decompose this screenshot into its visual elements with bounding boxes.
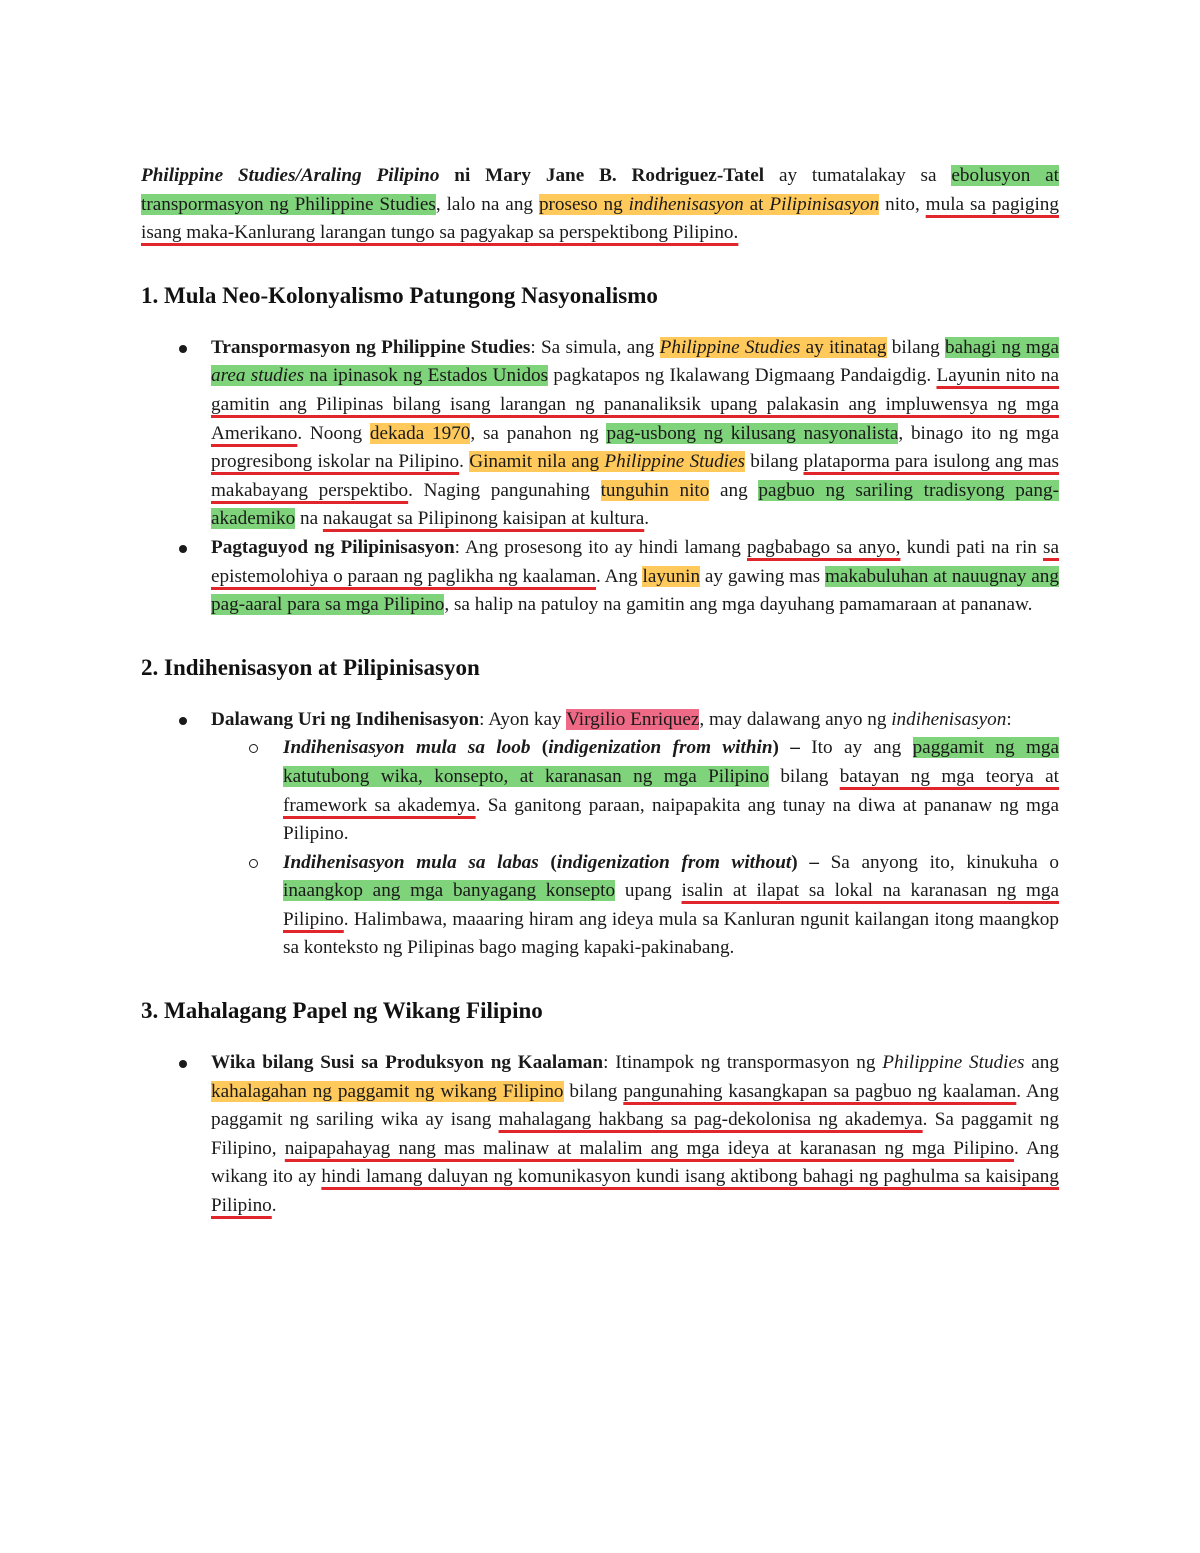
list-item: Dalawang Uri ng Indihenisasyon: Ayon kay Virgilio Enriquez, may dalawang anyo ng indihenisasyon: Indihenisasyon mula sa loob (indigenization from within) – Ito ay ang paggamit ng mga katutubong wika, konsepto, at karanasan ng mga Pilipino bilang batayan ng mga teorya at framework sa akademya. Sa ganitong paraan, naipapakita ang tunay na diwa at pananaw ng mga Pilipino. Indihenisasyon mula sa labas (indigenization from without) – Sa anyong ito, kinukuha o inaangkop ang mga banyagang konsepto upang isalin at ilapat sa lokal na karanasan ng mga Pilipino. Halimbawa, maaaring hiram ang ideya mula sa Kanluran ngunit kailangan itong maangkop sa konteksto ng Pilipinas bago maging kapaki-pakinabang. — [211, 706, 1059, 963]
section-heading-2: 2. Indihenisasyon at Pilipinisasyon — [141, 654, 480, 680]
highlight-pink: Virgilio Enriquez — [566, 708, 700, 730]
list-item: Pagtaguyod ng Pilipinisasyon: Ang prosesong ito ay hindi lamang pagbabago sa anyo, kundi pati na rin sa epistemolohiya o paraan ng paglikha ng kaalaman. Ang layunin ay gawing mas makabuluhan at nauugnay ang pag-aaral para sa mga Pilipino, sa halip na patuloy na gamitin ang mga dayuhang pamamaraan at pananaw. — [211, 534, 1059, 620]
intro-paragraph: Philippine Studies/Araling Pilipino ni Mary Jane B. Rodriguez-Tatel ay tumatalakay sa ebolusyon at transpormasyon ng Philippine Studies, lalo na ang proseso ng indihenisasyon at Pilipinisasyon nito, mula sa pagiging isang maka-Kanlurang larangan tungo sa pagyakap sa perspektibong Pilipino. — [141, 165, 1059, 244]
highlight-yellow: dekada 1970 — [369, 422, 471, 444]
section-heading-1: 1. Mula Neo-Kolonyalismo Patungong Nasyonalismo — [141, 282, 658, 308]
highlight-green: bahagi ng mga area studies na ipinasok ng Estados Unidos — [211, 336, 1059, 387]
section-1-list — [141, 334, 1059, 620]
underlined-text: pangunahing kasangkapan sa pagbuo ng kaalaman — [623, 1080, 1017, 1102]
work-title: Philippine Studies/Araling Pilipino — [141, 165, 440, 186]
underlined-text: mahalagang hakbang sa pag-dekolonisa ng akademya — [498, 1109, 923, 1131]
sub-list-item: Indihenisasyon mula sa loob (indigenization from within) – Ito ay ang paggamit ng mga katutubong wika, konsepto, at karanasan ng mga Pilipino bilang batayan ng mga teorya at framework sa akademya. Sa ganitong paraan, naipapakita ang tunay na diwa at pananaw ng mga Pilipino. — [283, 734, 1059, 848]
list-item: Transpormasyon ng Philippine Studies: Sa simula, ang Philippine Studies ay itinatag bilang bahagi ng mga area studies na ipinasok ng Estados Unidos pagkatapos ng Ikalawang Digmaang Pandaigdig. Layunin nito na gamitin ang Pilipinas bilang isang larangan ng pananaliksik upang palakasin ang impluwensya ng mga Amerikano. Noong dekada 1970, sa panahon ng pag-usbong ng kilusang nasyonalista, binago ito ng mga progresibong iskolar na Pilipino. Ginamit nila ang Philippine Studies bilang plataporma para isulong ang mas makabayang perspektibo. Naging pangunahing tunguhin nito ang pagbuo ng sariling tradisyong pang-akademiko na nakaugat sa Pilipinong kaisipan at kultura. — [211, 334, 1059, 534]
underlined-text: progresibong iskolar na Pilipino — [211, 451, 460, 473]
author-name: ni Mary Jane B. Rodriguez-Tatel — [439, 165, 765, 186]
highlight-green: pagbuo ng sariling tradisyong pang-akademiko — [211, 479, 1059, 530]
underlined-text: nakaugat sa Pilipinong kaisipan at kultura — [322, 508, 645, 530]
underlined-text: plataporma para isulong ang mas makabayang perspektibo — [211, 451, 1059, 501]
highlight-green: pag-usbong ng kilusang nasyonalista — [606, 422, 899, 444]
section-2-list — [141, 706, 1059, 963]
highlight-green: makabuluhan at nauugnay ang pag-aaral para sa mga Pilipino — [211, 565, 1059, 616]
underlined-text: batayan ng mga teorya at framework sa akademya — [283, 765, 1060, 816]
highlight-yellow: proseso ng indihenisasyon at Pilipinisasyon — [538, 193, 880, 215]
highlight-green: inaangkop ang mga banyagang konsepto — [283, 880, 616, 902]
highlight-yellow: layunin — [642, 565, 701, 587]
sub-list-item: Indihenisasyon mula sa labas (indigenization from without) – Sa anyong ito, kinukuha o inaangkop ang mga banyagang konsepto upang isalin at ilapat sa lokal na karanasan ng mga Pilipino. Halimbawa, maaaring hiram ang ideya mula sa Kanluran ngunit kailangan itong maangkop sa konteksto ng Pilipinas bago maging kapaki-pakinabang. — [283, 849, 1059, 963]
underlined-text: hindi lamang daluyan ng komunikasyon kundi isang aktibong bahagi ng paghulma sa kaisipang Pilipino — [211, 1166, 1059, 1217]
underlined-text: mula sa pagiging isang maka-Kanlurang larangan tungo sa pagyakap sa perspektibong Pilipino. — [141, 193, 1059, 244]
highlight-yellow: Philippine Studies ay itinatag — [659, 336, 887, 358]
list-item: Wika bilang Susi sa Produksyon ng Kaalaman: Itinampok ng transpormasyon ng Philippine Studies ang kahalagahan ng paggamit ng wikang Filipino bilang pangunahing kasangkapan sa pagbuo ng kaalaman. Ang paggamit ng sariling wika ay isang mahalagang hakbang sa pag-dekolonisa ng akademya. Sa paggamit ng Filipino, naipapahayag nang mas malinaw at malalim ang mga ideya at karanasan ng mga Pilipino. Ang wikang ito ay hindi lamang daluyan ng komunikasyon kundi isang aktibong bahagi ng paghulma sa kaisipang Pilipino. — [211, 1049, 1059, 1221]
highlight-yellow: Ginamit nila ang Philippine Studies — [469, 451, 745, 473]
highlight-yellow: kahalagahan ng paggamit ng wikang Filipino — [211, 1080, 564, 1102]
document-page — [141, 162, 1059, 1221]
underlined-text: Layunin nito na gamitin ang Pilipinas bilang isang larangan ng pananaliksik upang palakasin ang impluwensya ng mga Amerikano — [211, 365, 1060, 444]
section-heading-3: 3. Mahalagang Papel ng Wikang Filipino — [141, 998, 543, 1024]
section-3-list — [141, 1049, 1059, 1221]
underlined-text: pagbabago sa anyo, — [746, 536, 901, 558]
highlight-green: ebolusyon at transpormasyon ng Philippine Studies — [141, 165, 1059, 215]
underlined-text: naipapahayag nang mas malinaw at malalim ang mga ideya at karanasan ng mga Pilipino — [284, 1137, 1014, 1159]
sub-list — [211, 734, 1059, 963]
highlight-yellow: tunguhin nito — [600, 479, 710, 501]
underlined-text: isalin at ilapat sa lokal na karanasan ng mga Pilipino — [283, 880, 1059, 930]
underlined-text: sa epistemolohiya o paraan ng paglikha ng kaalaman — [211, 536, 1059, 587]
highlight-green: paggamit ng mga katutubong wika, konsepto, at karanasan ng mga Pilipino — [283, 737, 1059, 787]
